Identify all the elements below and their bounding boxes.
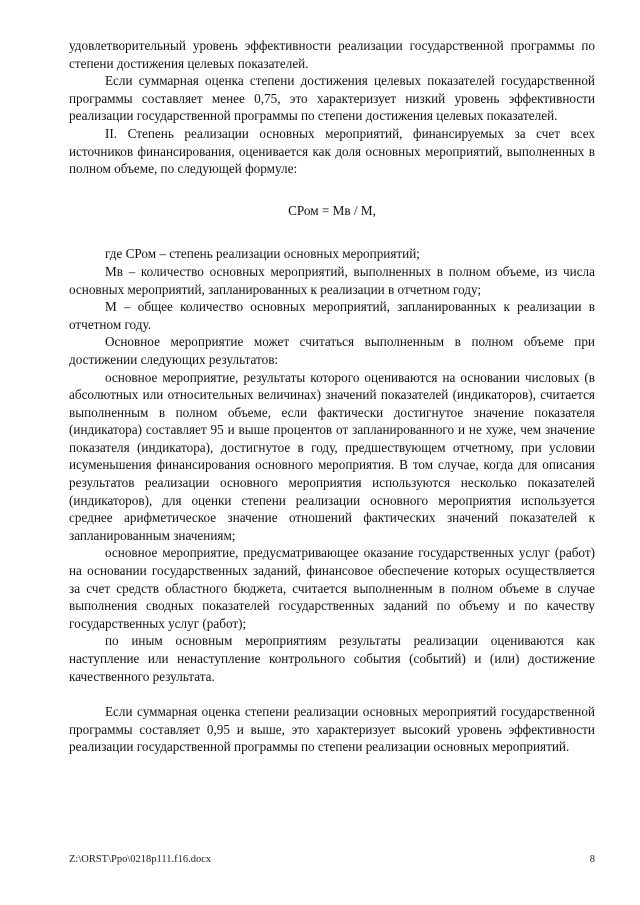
page-number: 8 xyxy=(589,854,595,865)
paragraph-continuation: удовлетворительный уровень эффективности реализации государственной программы по степени достижения целевых показателей. xyxy=(69,38,595,71)
document-body xyxy=(69,37,595,756)
paragraph-other-measures: по иным основным мероприятиям результаты реализации оцениваются как наступление или ненаступление контрольного события (событий) и (или) достижение качественного результата. xyxy=(69,633,595,684)
paragraph-state-services: основное мероприятие, предусматривающее оказание государственных услуг (работ) на основании государственных заданий, финансовое обеспечение которых осуществляется за счет средств областного бюджета, считается выполненным в полном объеме в случае выполнения сводных показателей государственных заданий по объему и по качеству государственных услуг (работ); xyxy=(69,545,595,631)
formula: СРом = Мв / М, xyxy=(288,202,376,218)
paragraph-numeric-indicators: основное мероприятие, результаты которого оцениваются на основании числовых (в абсолютных или относительных величинах) значений показателей (индикаторов), считается выполненным в полном объеме, если фактически достигнутое значение показателя (индикатора) составляет 95 и выше процентов от запланированного и не хуже, чем значение показателя (индикатора), достигнутое в году, предшествующем отчетному, при условии исуменьшения финансирования основного мероприятия. В том случае, когда для описания результатов реализации основного мероприятия используются несколько показателей (индикаторов), для оценки степени реализации основного мероприятия используется среднее арифметическое значение отношений фактических значений показателей к запланированным значениям; xyxy=(69,369,595,543)
paragraph-section-ii: II. Степень реализации основных мероприятий, финансируемых за счет всех источников финансирования, оценивается как доля основных мероприятий, выполненных в полном объеме, по следующей формуле: xyxy=(69,125,595,177)
paragraph-mv-definition: Мв – количество основных мероприятий, выполненных в полном объеме, из числа основных мероприятий, запланированных к реализации в отчетном году; xyxy=(69,263,595,297)
paragraph-high-efficiency: Если суммарная оценка степени реализации основных мероприятий государственной программы составляет 0,95 и выше, это характеризует высокий уровень эффективности реализации государственной программы по степени реализации основных мероприятий. xyxy=(69,704,595,755)
paragraph-formula-definition: где СРом – степень реализации основных мероприятий; xyxy=(105,246,420,262)
paragraph-completion-criteria: Основное мероприятие может считаться выполненным в полном объеме при достижении следующих результатов: xyxy=(69,334,595,367)
document-path: Z:\ORST\Ppo\0218p111.f16.docx xyxy=(69,854,212,865)
paragraph-low-efficiency: Если суммарная оценка степени достижения целевых показателей государственной программы составляет менее 0,75, это характеризует низкий уровень эффективности реализации государственной программы по степени достижения целевых показателей. xyxy=(69,73,595,124)
paragraph-m-definition: М – общее количество основных мероприятий, запланированных к реализации в отчетном году. xyxy=(69,299,595,332)
